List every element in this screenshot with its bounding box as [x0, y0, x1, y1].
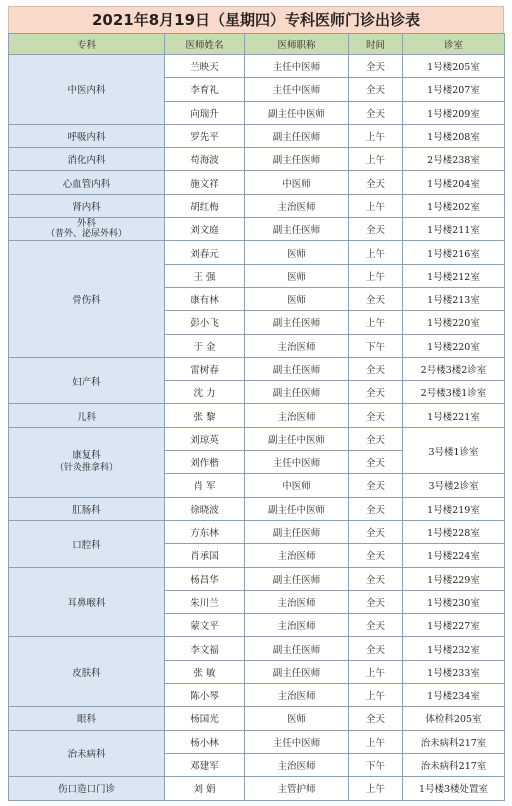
doctor-name: 杨昌华 — [165, 567, 245, 590]
clinic-time: 全天 — [349, 590, 403, 613]
doctor-name: 苟海波 — [165, 148, 245, 171]
doctor-title: 中医师 — [245, 171, 349, 194]
clinic-room: 1号楼234室 — [403, 684, 505, 707]
doctor-name: 刘作楷 — [165, 451, 245, 474]
clinic-time: 全天 — [349, 497, 403, 520]
doctor-name: 彭小飞 — [165, 311, 245, 334]
table-row — [9, 707, 505, 730]
table-row — [9, 567, 505, 590]
clinic-room: 1号楼229室 — [403, 567, 505, 590]
dept-cell: 肛肠科 — [9, 497, 165, 520]
dept-cell: 儿科 — [9, 404, 165, 427]
table-row — [9, 520, 505, 543]
dept-cell — [9, 218, 165, 241]
doctor-title: 副主任医师 — [245, 124, 349, 147]
table-row — [9, 194, 505, 217]
clinic-time: 全天 — [349, 451, 403, 474]
clinic-room: 2号楼3楼1诊室 — [403, 381, 505, 404]
doctor-title: 副主任医师 — [245, 567, 349, 590]
clinic-room: 1号楼228室 — [403, 520, 505, 543]
clinic-room: 1号楼209室 — [403, 101, 505, 124]
clinic-room: 2号楼238室 — [403, 148, 505, 171]
table-row — [9, 404, 505, 427]
clinic-time: 全天 — [349, 567, 403, 590]
clinic-room: 1号楼207室 — [403, 78, 505, 101]
clinic-time: 下午 — [349, 334, 403, 357]
dept-cell: 耳鼻喉科 — [9, 567, 165, 637]
doctor-title: 副主任医师 — [245, 637, 349, 660]
doctor-name: 李文福 — [165, 637, 245, 660]
dept-cell: 伤口造口门诊 — [9, 777, 165, 800]
clinic-time: 上午 — [349, 311, 403, 334]
dept-cell: 骨伤科 — [9, 241, 165, 357]
clinic-room: 1号楼221室 — [403, 404, 505, 427]
dept-sublabel: （针灸推拿科） — [54, 463, 118, 474]
dept-cell: 呼吸内科 — [9, 124, 165, 147]
doctor-title: 主治医师 — [245, 753, 349, 776]
doctor-name: 张 敏 — [165, 660, 245, 683]
table-row — [9, 777, 505, 800]
clinic-room: 体检科205室 — [403, 707, 505, 730]
clinic-room: 1号楼3楼处置室 — [403, 777, 505, 800]
doctor-title: 副主任医师 — [245, 218, 349, 241]
clinic-time: 全天 — [349, 427, 403, 450]
doctor-name: 刘 娟 — [165, 777, 245, 800]
dept-label: 康复科 — [72, 450, 101, 462]
page-title: 2021年8月19日（星期四）专科医师门诊出诊表 — [8, 6, 504, 34]
doctor-name: 李育礼 — [165, 78, 245, 101]
doctor-name: 方东林 — [165, 520, 245, 543]
header-dept: 专科 — [9, 34, 165, 55]
dept-cell: 眼科 — [9, 707, 165, 730]
clinic-time: 上午 — [349, 730, 403, 753]
clinic-room: 1号楼202室 — [403, 194, 505, 217]
doctor-title: 主管护师 — [245, 777, 349, 800]
clinic-time: 上午 — [349, 684, 403, 707]
doctor-name: 肖 军 — [165, 474, 245, 497]
clinic-room: 治未病科217室 — [403, 753, 505, 776]
doctor-name: 刘春元 — [165, 241, 245, 264]
table-row — [9, 427, 505, 450]
clinic-time: 全天 — [349, 474, 403, 497]
dept-cell: 肾内科 — [9, 194, 165, 217]
clinic-room: 1号楼224室 — [403, 544, 505, 567]
doctor-title: 副主任中医师 — [245, 101, 349, 124]
clinic-time: 上午 — [349, 264, 403, 287]
dept-cell: 治未病科 — [9, 730, 165, 777]
doctor-title: 副主任医师 — [245, 357, 349, 380]
clinic-room: 1号楼227室 — [403, 614, 505, 637]
clinic-time: 上午 — [349, 241, 403, 264]
doctor-name: 陈小琴 — [165, 684, 245, 707]
clinic-room: 1号楼216室 — [403, 241, 505, 264]
clinic-room: 1号楼220室 — [403, 334, 505, 357]
doctor-title: 主治医师 — [245, 544, 349, 567]
doctor-title: 主任中医师 — [245, 55, 349, 78]
doctor-title: 主治医师 — [245, 614, 349, 637]
clinic-time: 全天 — [349, 520, 403, 543]
clinic-room: 1号楼212室 — [403, 264, 505, 287]
doctor-title: 主治医师 — [245, 334, 349, 357]
clinic-time: 上午 — [349, 194, 403, 217]
doctor-name: 施文祥 — [165, 171, 245, 194]
doctor-title: 医师 — [245, 707, 349, 730]
doctor-title: 副主任医师 — [245, 148, 349, 171]
doctor-title: 副主任医师 — [245, 381, 349, 404]
clinic-room: 1号楼230室 — [403, 590, 505, 613]
dept-cell: 心血管内科 — [9, 171, 165, 194]
clinic-time: 全天 — [349, 707, 403, 730]
doctor-title: 主任中医师 — [245, 451, 349, 474]
header-name: 医师姓名 — [165, 34, 245, 55]
header-row — [9, 34, 505, 55]
clinic-room: 1号楼219室 — [403, 497, 505, 520]
doctor-title: 副主任中医师 — [245, 427, 349, 450]
header-time: 时间 — [349, 34, 403, 55]
schedule-body — [9, 55, 505, 801]
table-row — [9, 497, 505, 520]
clinic-time: 全天 — [349, 637, 403, 660]
clinic-room: 3号楼2诊室 — [403, 474, 505, 497]
dept-cell — [9, 427, 165, 497]
doctor-name: 雷树春 — [165, 357, 245, 380]
table-row — [9, 730, 505, 753]
doctor-title: 副主任医师 — [245, 520, 349, 543]
clinic-time: 全天 — [349, 218, 403, 241]
clinic-room: 1号楼208室 — [403, 124, 505, 147]
doctor-title: 副主任医师 — [245, 311, 349, 334]
clinic-time: 上午 — [349, 148, 403, 171]
clinic-time: 全天 — [349, 357, 403, 380]
table-row — [9, 124, 505, 147]
clinic-room: 3号楼1诊室 — [403, 427, 505, 474]
clinic-time: 下午 — [349, 753, 403, 776]
table-row — [9, 218, 505, 241]
dept-sublabel: （普外、泌尿外科） — [45, 229, 127, 240]
doctor-title: 医师 — [245, 264, 349, 287]
clinic-room: 1号楼220室 — [403, 311, 505, 334]
clinic-room: 1号楼233室 — [403, 660, 505, 683]
clinic-time: 全天 — [349, 101, 403, 124]
doctor-name: 胡红梅 — [165, 194, 245, 217]
doctor-title: 副主任中医师 — [245, 497, 349, 520]
clinic-time: 上午 — [349, 660, 403, 683]
doctor-name: 刘琼英 — [165, 427, 245, 450]
table-row — [9, 637, 505, 660]
table-row — [9, 148, 505, 171]
clinic-time: 全天 — [349, 614, 403, 637]
dept-cell: 中医内科 — [9, 55, 165, 125]
clinic-time: 全天 — [349, 78, 403, 101]
doctor-name: 兰映天 — [165, 55, 245, 78]
doctor-name: 沈 力 — [165, 381, 245, 404]
doctor-title: 主治医师 — [245, 590, 349, 613]
table-row — [9, 357, 505, 380]
table-row — [9, 241, 505, 264]
doctor-name: 刘文庭 — [165, 218, 245, 241]
doctor-title: 医师 — [245, 241, 349, 264]
clinic-room: 1号楼204室 — [403, 171, 505, 194]
clinic-room: 1号楼213室 — [403, 287, 505, 310]
doctor-name: 罗先平 — [165, 124, 245, 147]
doctor-name: 向瑞升 — [165, 101, 245, 124]
doctor-name: 康有林 — [165, 287, 245, 310]
clinic-time: 全天 — [349, 544, 403, 567]
dept-cell: 妇产科 — [9, 357, 165, 404]
doctor-name: 邓建军 — [165, 753, 245, 776]
clinic-time: 全天 — [349, 404, 403, 427]
dept-label: 外科 — [76, 218, 96, 230]
clinic-time: 全天 — [349, 287, 403, 310]
doctor-title: 主治医师 — [245, 684, 349, 707]
doctor-name: 杨国光 — [165, 707, 245, 730]
table-row — [9, 55, 505, 78]
doctor-name: 杨小林 — [165, 730, 245, 753]
doctor-title: 主治医师 — [245, 194, 349, 217]
doctor-name: 朱川兰 — [165, 590, 245, 613]
dept-cell: 消化内科 — [9, 148, 165, 171]
doctor-name: 张 黎 — [165, 404, 245, 427]
doctor-name: 于 金 — [165, 334, 245, 357]
doctor-name: 肖承国 — [165, 544, 245, 567]
doctor-title: 中医师 — [245, 474, 349, 497]
doctor-title: 医师 — [245, 287, 349, 310]
clinic-room: 1号楼205室 — [403, 55, 505, 78]
clinic-room: 1号楼211室 — [403, 218, 505, 241]
clinic-time: 上午 — [349, 124, 403, 147]
doctor-title: 主任中医师 — [245, 78, 349, 101]
doctor-name: 蒙文平 — [165, 614, 245, 637]
schedule-table — [8, 33, 505, 801]
header-title: 医师职称 — [245, 34, 349, 55]
clinic-time: 全天 — [349, 381, 403, 404]
table-row — [9, 171, 505, 194]
doctor-title: 主任中医师 — [245, 730, 349, 753]
doctor-title: 主治医师 — [245, 404, 349, 427]
clinic-room: 2号楼3楼2诊室 — [403, 357, 505, 380]
clinic-room: 治未病科217室 — [403, 730, 505, 753]
doctor-name: 王 强 — [165, 264, 245, 287]
dept-cell: 皮肤科 — [9, 637, 165, 707]
doctor-title: 副主任医师 — [245, 660, 349, 683]
header-room: 诊室 — [403, 34, 505, 55]
clinic-time: 全天 — [349, 171, 403, 194]
clinic-room: 1号楼232室 — [403, 637, 505, 660]
doctor-name: 徐晓波 — [165, 497, 245, 520]
dept-cell: 口腔科 — [9, 520, 165, 567]
clinic-time: 全天 — [349, 55, 403, 78]
clinic-time: 上午 — [349, 777, 403, 800]
